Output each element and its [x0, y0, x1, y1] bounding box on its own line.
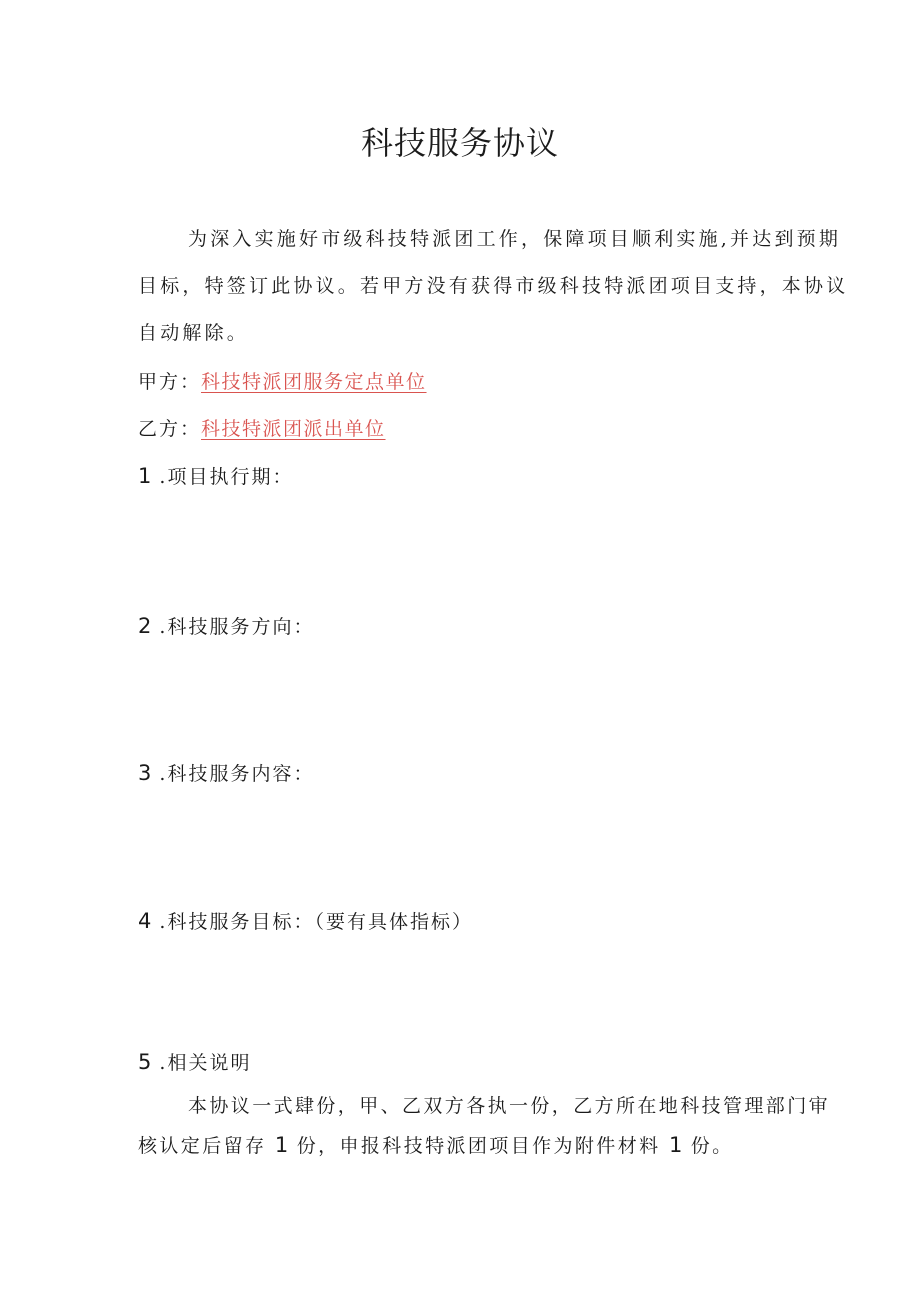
section-3-heading: [138, 759, 314, 786]
section-number: 3: [138, 761, 152, 785]
section-number: 1: [138, 464, 152, 488]
section-text: .相关说明: [159, 1052, 252, 1074]
section-text: .科技服务内容：: [159, 763, 315, 785]
note-text: 份，申报科技特派团项目作为附件材料: [296, 1135, 661, 1157]
section-number: 5: [138, 1050, 152, 1074]
party-b-label: 乙方：: [138, 418, 202, 440]
note-number: 1: [668, 1133, 683, 1157]
section-1-heading: [138, 462, 293, 489]
section-number: 2: [138, 614, 152, 638]
note-line-1: 本协议一式肆份，甲、乙双方各执一份，乙方所在地科技管理部门审: [188, 1095, 831, 1117]
note-text: 份。: [690, 1135, 734, 1157]
section-text: .科技服务方向：: [159, 616, 315, 638]
party-a: [138, 367, 427, 394]
document-title: 科技服务协议: [360, 124, 559, 162]
section-5-heading: [138, 1048, 251, 1075]
note-text: 核认定后留存: [138, 1135, 267, 1157]
party-b-value[interactable]: 科技特派团派出单位: [201, 418, 386, 440]
section-4-heading: [138, 907, 473, 934]
intro-line-1: 为深入实施好市级科技特派团工作，保障项目顺利实施,并达到预期: [188, 228, 842, 250]
party-a-label: 甲方：: [138, 371, 202, 393]
note-line-2: [138, 1131, 734, 1158]
section-2-heading: [138, 612, 314, 639]
section-text: .科技服务目标：（要有具体指标）: [159, 911, 473, 933]
party-a-value[interactable]: 科技特派团服务定点单位: [201, 371, 427, 393]
section-number: 4: [138, 909, 152, 933]
intro-line-3: 自动解除。: [138, 322, 250, 344]
intro-line-2: 目标，特签订此协议。若甲方没有获得市级科技特派团项目支持，本协议: [138, 275, 849, 297]
party-b: [138, 414, 386, 441]
section-text: .项目执行期：: [159, 466, 294, 488]
note-number: 1: [274, 1133, 289, 1157]
